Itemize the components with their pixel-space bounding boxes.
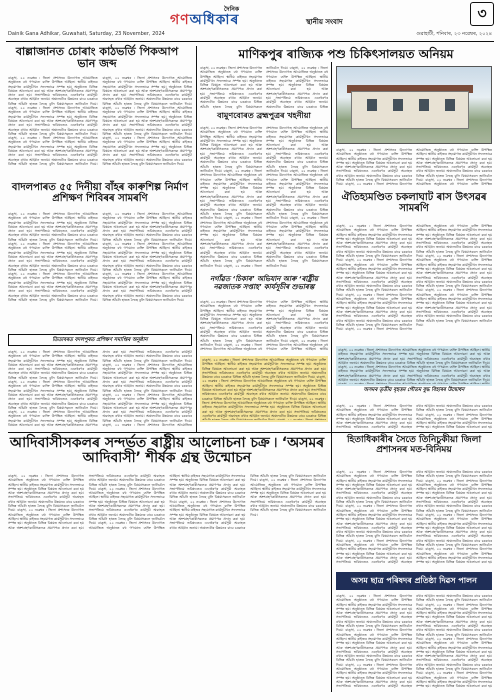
masthead-kicker: দৈনিক <box>224 6 240 13</box>
page-number: ৩ <box>470 2 494 26</box>
story-headline: বামুণবোৰত ব্ৰহ্মপুত্ৰৰ খহনীয়া <box>217 111 311 120</box>
story-body: বাক্‌সা, ২২ নৱেম্বৰ ৷ জিলা প্ৰশাসনৰ উদ্যোগত আয়োজিত অনুষ্ঠানত বহু গণ্যমান্য ব্যক্তি উপস্থিত আছিল। স্থানীয় ৰাইজৰ সহযোগত কাৰ্যসূচীখন সফলভাৱে সম্পন্ন হয়। অনুষ্ঠানত বিভিন্ন বিষয়ত আলোচনা কৰা হয় আৰু অংশগ্ৰহণকাৰীসকলক প্ৰমাণপত্ৰ প্ৰদান কৰা হয়। সভাপতিয়ে ভবিষ্যতেও এনেধৰণৰ কাৰ্যসূচী অব্যাহত ৰখাৰ আহ্বান জনায়। অঞ্চলটোৰ উন্নয়নৰ বাবে চৰকাৰে বিভিন্ন আঁচনি হাতত লৈছে বুলি বিষয়াসকলে জানিবলৈ দিয়ে। বাক্‌সা, ২২ নৱেম্বৰ ৷ জিলা প্ৰশাসনৰ উদ্যোগত আয়োজিত অনুষ্ঠানত বহু গণ্যমান্য ব্যক্তি উপস্থিত আছিল। স্থানীয় ৰাইজৰ সহযোগত কাৰ্যসূচীখন সফলভাৱে সম্পন্ন হয়। অনুষ্ঠানত বিভিন্ন বিষয়ত আলোচনা কৰা হয় আৰু অংশগ্ৰহণকাৰীসকলক প্ৰমাণপত্ৰ প্ৰদান কৰা হয়। সভাপতিয়ে ভবিষ্যতেও এনেধৰণৰ কাৰ্যসূচী অব্যাহত ৰখাৰ আহ্বান জনায়। অঞ্চলটোৰ উন্নয়নৰ বাবে চৰকাৰে বিভিন্ন আঁচনি হাতত লৈছে বুলি বিষয়াসকলে জানিবলৈ দিয়ে। বাক্‌সা, ২২ নৱেম্বৰ ৷ জিলা প্ৰশাসনৰ উদ্যোগত আয়োজিত অনুষ্ঠানত বহু গণ্যমান্য ব্যক্তি উপস্থিত আছিল। স্থানীয় ৰাইজৰ সহযোগত কাৰ্যসূচীখন সফলভাৱে সম্পন্ন হয়। অনুষ্ঠানত বিভিন্ন বিষয়ত আলোচনা কৰা হয় আৰু অংশগ্ৰহণকাৰীসকলক প্ৰমাণপত্ৰ প্ৰদান কৰা হয়। সভাপতিয়ে ভবিষ্যতেও এনেধৰণৰ কাৰ্যসূচী অব্যাহত ৰখাৰ আহ্বান জনায়। অঞ্চলটোৰ উন্নয়নৰ বাবে চৰকাৰে বিভিন্ন <box>202 358 326 418</box>
story-body: বাক্‌সা, ২২ নৱেম্বৰ ৷ জিলা প্ৰশাসনৰ উদ্যোগত আয়োজিত অনুষ্ঠানত বহু গণ্যমান্য ব্যক্তি উপস্থিত আছিল। স্থানীয় ৰাইজৰ সহযোগত কাৰ্যসূচীখন সফলভাৱে সম্পন্ন হয়। অনুষ্ঠানত বিভিন্ন বিষয়ত আলোচনা কৰা হয় আৰু অংশগ্ৰহণকাৰীসকলক প্ৰমাণপত্ৰ প্ৰদান কৰা হয়। সভাপতিয়ে ভবিষ্যতেও এনেধৰণৰ কাৰ্যসূচী অব্যাহত ৰখাৰ আহ্বান জনায়। অঞ্চলটোৰ উন্নয়নৰ বাবে চৰকাৰে বিভিন্ন আঁচনি হাতত লৈছে বুলি বিষয়াসকলে জানিবলৈ দিয়ে। বাক্‌সা, ২২ নৱেম্বৰ ৷ জিলা প্ৰশাসনৰ উদ্যোগত আয়োজিত অনুষ্ঠানত বহু গণ্যমান্য ব্যক্তি উপস্থিত আছিল। স্থানীয় ৰাইজৰ সহযোগত কাৰ্যসূচীখন সফলভাৱে সম্পন্ন হয়। অনুষ্ঠানত বিভিন্ন বিষয়ত আলোচনা কৰা হয় <box>336 404 492 430</box>
news-photo <box>336 66 492 144</box>
section-divider <box>8 432 492 433</box>
story-headline: অসমৰ তৃতীয় বৃহত্তম গৌতম বুদ্ধ বিহাৰৰ উদ্বোধন <box>363 387 465 393</box>
story-headline: আদিবাসীসকলৰ সন্দৰ্ভত ৰাষ্ট্ৰীয় আলোচনা চক্ৰ ৷ ‘অসমৰ আদিবাসী’ শীৰ্ষক গ্ৰন্থ উন্মোচন <box>9 435 325 467</box>
story-body: বাক্‌সা, ২২ নৱেম্বৰ ৷ জিলা প্ৰশাসনৰ উদ্যোগত আয়োজিত অনুষ্ঠানত বহু গণ্যমান্য ব্যক্তি উপস্থিত আছিল। স্থানীয় ৰাইজৰ সহযোগত কাৰ্যসূচীখন সফলভাৱে সম্পন্ন হয়। অনুষ্ঠানত বিভিন্ন বিষয়ত আলোচনা কৰা হয় আৰু অংশগ্ৰহণকাৰীসকলক প্ৰমাণপত্ৰ প্ৰদান কৰা হয়। সভাপতিয়ে ভবিষ্যতেও এনেধৰণৰ কাৰ্যসূচী অব্যাহত ৰখাৰ আহ্বান জনায়। অঞ্চলটোৰ উন্নয়নৰ বাবে চৰকাৰে বিভিন্ন আঁচনি হাতত লৈছে বুলি বিষয়াসকলে জানিবলৈ দিয়ে। বাক্‌সা, ২২ নৱেম্বৰ ৷ জিলা প্ৰশাসনৰ উদ্যোগত আয়োজিত অনুষ্ঠানত বহু গণ্যমান্য ব্যক্তি উপস্থিত আছিল। স্থানীয় ৰাইজৰ সহযোগত কাৰ্যসূচীখন সফলভাৱে সম্পন্ন হয়। অনুষ্ঠানত বিভিন্ন বিষয়ত আলোচনা কৰা হয় আৰু অংশগ্ৰহণকাৰীসকলক প্ৰমাণপত্ৰ প্ৰদান কৰা হয়। সভাপতিয়ে ভবিষ্যতেও এনেধৰণৰ কাৰ্যসূচী অব্যাহত ৰখাৰ আহ্বান জনায়। অঞ্চলটোৰ উন্নয়নৰ বাবে চৰকাৰে বিভিন্ন আঁচনি হাতত লৈছে বুলি বিষয়াসকলে জানিবলৈ দিয়ে। বাক্‌সা, ২২ নৱেম্বৰ ৷ জিলা প্ৰশাসনৰ উদ্যোগত আয়োজিত অনুষ্ঠানত বহু গণ্যমান্য ব্যক্তি উপস্থিত আছিল। স্থানীয় ৰাইজৰ সহযোগত কাৰ্যসূচীখন সফলভাৱে সম্পন্ন হয়। অনুষ্ঠানত বিভিন্ন বিষয়ত আলোচনা কৰা হয় আৰু অংশগ্ৰহণকাৰীসকলক প্ৰমাণপত্ৰ প্ৰদান কৰা হয়। সভাপতিয়ে ভবিষ্যতেও এনেধৰণৰ কাৰ্যসূচী অব্যাহত ৰখাৰ আহ্বান জনায়। অঞ্চলটোৰ উন্নয়নৰ বাবে চৰকাৰে বিভিন্ন আঁচনি হাতত লৈছে বুলি বিষয়াসকলে জানিবলৈ দিয়ে। বাক্‌সা, ২২ নৱেম্বৰ ৷ জিলা প্ৰশাসনৰ উদ্যোগত আয়োজিত অনুষ্ঠানত বহু গণ্যমান্য ব্যক্তি উপস্থিত আছিল। স্থানীয় ৰাইজৰ সহযোগত কাৰ্যসূচীখন সফলভাৱে সম্পন্ন হয়। অনুষ্ঠানত বিভিন্ন বিষয়ত আলোচনা কৰা হয় আৰু অংশগ্ৰহণকাৰীসকলক প্ৰমাণপত্ৰ প্ৰদান কৰা হয়। সভাপতিয়ে ভবিষ্যতেও এনেধৰণৰ কাৰ্যসূচী অব্যাহত ৰখাৰ আহ্বান জনায়। অঞ্চলটোৰ উন্নয়নৰ বাবে চৰকাৰে বিভিন্ন আঁচনি হাতত লৈছে বুলি বিষয়াসকলে জানিবলৈ দিয়ে। বাক্‌সা, ২২ নৱেম্বৰ ৷ জিলা প্ৰশাসনৰ উদ্যোগত আয়োজিত অনুষ্ঠানত বহু গণ্যমান্য ব্যক্তি উপস্থিত আছিল। স্থানীয় ৰাইজৰ সহযোগত কাৰ্যসূচীখন সফলভাৱে সম্পন্ন হয়। অনুষ্ঠানত বিভিন্ন বিষয়ত আলোচনা কৰা হয় আৰু অংশগ্ৰহণকাৰীসকলক প্ৰমাণপত্ৰ প্ৰদান কৰা হয়। সভাপতিয়ে ভবিষ্যতেও এনেধৰণৰ কাৰ্যসূচী অব্যাহত ৰখাৰ আহ্বান জনায়। অঞ্চলটোৰ উন্নয়নৰ বাবে চৰকাৰে বিভিন্ন আঁচনি হাতত লৈছে বুলি বিষয়াসকলে জানিবলৈ দিয়ে। বাক্‌সা, ২২ নৱেম্বৰ ৷ জিলা প্ৰশাসনৰ উদ্যোগত আয়োজিত অনুষ্ঠানত বহু গণ্যমান্য ব্যক্তি উপস্থিত আছিল। স্থানীয় ৰাইজৰ সহযোগত কাৰ্যসূচীখন সফলভাৱে সম্পন্ন হয়। অনুষ্ঠানত বিভিন্ন বিষয়ত আলোচনা কৰা হয় <box>336 470 492 565</box>
story-headline: মাণিকপুৰ ৰাজ্যিক পশু চিকিৎসালয়ত অনিয়ম <box>238 47 454 61</box>
newspaper-logo <box>170 8 300 26</box>
photo-window <box>367 99 377 111</box>
section-label: স্থানীয় সংবাদ <box>306 18 343 26</box>
banner-headline: অসম ছাত্ৰ পৰিষদৰ প্ৰতিষ্ঠা দিৱস পালন <box>336 572 492 590</box>
logo-part-1: গণ <box>170 12 190 28</box>
dateline-assamese: গুৱাহাটী, শনিবাৰ, ২৩ নৱেম্বৰ, ২০২৪ <box>416 31 492 37</box>
story-body: বাক্‌সা, ২২ নৱেম্বৰ ৷ জিলা প্ৰশাসনৰ উদ্যোগত আয়োজিত অনুষ্ঠানত বহু গণ্যমান্য ব্যক্তি উপস্থিত আছিল। স্থানীয় ৰাইজৰ সহযোগত কাৰ্যসূচীখন সফলভাৱে সম্পন্ন হয়। অনুষ্ঠানত বিভিন্ন বিষয়ত আলোচনা কৰা হয় আৰু অংশগ্ৰহণকাৰীসকলক প্ৰমাণপত্ৰ প্ৰদান কৰা হয়। সভাপতিয়ে ভবিষ্যতেও এনেধৰণৰ কাৰ্যসূচী অব্যাহত ৰখাৰ আহ্বান জনায়। অঞ্চলটোৰ উন্নয়নৰ বাবে চৰকাৰে বিভিন্ন আঁচনি হাতত লৈছে বুলি বিষয়াসকলে জানিবলৈ দিয়ে। বাক্‌সা, ২২ নৱেম্বৰ ৷ জিলা প্ৰশাসনৰ উদ্যোগত আয়োজিত অনুষ্ঠানত বহু গণ্যমান্য ব্যক্তি উপস্থিত আছিল। স্থানীয় ৰাইজৰ সহযোগত কাৰ্যসূচীখন সফলভাৱে সম্পন্ন হয়। অনুষ্ঠানত বিভিন্ন বিষয়ত আলোচনা কৰা হয় আৰু অংশগ্ৰহণকাৰীসকলক প্ৰমাণপত্ৰ প্ৰদান কৰা হয়। সভাপতিয়ে ভবিষ্যতেও এনেধৰণৰ কাৰ্যসূচী অব্যাহত ৰখাৰ আহ্বান জনায়। অঞ্চলটোৰ উন্নয়নৰ বাবে চৰকাৰে বিভিন্ন আঁচনি হাতত লৈছে বুলি বিষয়াসকলে জানিবলৈ দিয়ে। বাক্‌সা, ২২ নৱেম্বৰ ৷ জিলা প্ৰশাসনৰ উদ্যোগত আয়োজিত অনুষ্ঠানত বহু গণ্যমান্য ব্যক্তি উপস্থিত আছিল। স্থানীয় ৰাইজৰ সহযোগত কাৰ্যসূচীখন সফলভাৱে সম্পন্ন হয়। অনুষ্ঠানত বিভিন্ন বিষয়ত আলোচনা কৰা হয় আৰু অংশগ্ৰহণকাৰীসকলক প্ৰমাণপত্ৰ প্ৰদান কৰা হয়। সভাপতিয়ে ভবিষ্যতেও এনেধৰণৰ কাৰ্যসূচী অব্যাহত ৰখাৰ আহ্বান জনায়। অঞ্চলটোৰ উন্নয়নৰ বাবে চৰকাৰে বিভিন্ন আঁচনি হাতত লৈছে বুলি বিষয়াসকলে জানিবলৈ দিয়ে। বাক্‌সা, ২২ নৱেম্বৰ ৷ জিলা প্ৰশাসনৰ উদ্যোগত আয়োজিত অনুষ্ঠানত বহু গণ্যমান্য ব্যক্তি উপস্থিত আছিল। স্থানীয় ৰাইজৰ সহযোগত কাৰ্যসূচীখন সফলভাৱে সম্পন্ন হয়। অনুষ্ঠানত বিভিন্ন বিষয়ত আলোচনা কৰা হয় আৰু অংশগ্ৰহণকাৰীসকলক প্ৰমাণপত্ৰ প্ৰদান কৰা হয়। সভাপতিয়ে ভবিষ্যতেও এনেধৰণৰ কাৰ্যসূচী অব্যাহত ৰখাৰ আহ্বান জনায়। অঞ্চলটোৰ উন্নয়নৰ বাবে চৰকাৰে বিভিন্ন আঁচনি হাতত লৈছে বুলি বিষয়াসকলে জানিবলৈ দিয়ে। বাক্‌সা, ২২ নৱেম্বৰ ৷ জিলা প্ৰশাসনৰ উদ্যোগত আয়োজিত অনুষ্ঠানত বহু গণ্যমান্য ব্যক্তি উপস্থিত আছিল। স্থানীয় ৰাইজৰ সহযোগত কাৰ্যসূচীখন সফলভাৱে সম্পন্ন হয়। অনুষ্ঠানত বিভিন্ন বিষয়ত আলোচনা কৰা হয় আৰু অংশগ্ৰহণকাৰীসকলক প্ৰমাণপত্ৰ প্ৰদান কৰা হয়। সভাপতিয়ে ভবিষ্যতেও এনেধৰণৰ কাৰ্যসূচী অব্যাহত ৰখাৰ আহ্বান জনায়। অঞ্চলটোৰ উন্নয়নৰ বাবে চৰকাৰে বিভিন্ন আঁচনি হাতত লৈছে বুলি বিষয়াসকলে জানিবলৈ দিয়ে। বাক্‌সা, ২২ নৱেম্বৰ ৷ জিলা প্ৰশাসনৰ উদ্যোগত আয়োজিত অনুষ্ঠানত বহু গণ্যমান্য ব্যক্তি উপস্থিত আছিল। স্থানীয় ৰাইজৰ সহযোগত কাৰ্যসূচীখন সফলভাৱে সম্পন্ন হয়। অনুষ্ঠানত বিভিন্ন বিষয়ত আলোচনা কৰা হয় <box>336 594 492 689</box>
highlight-box <box>336 346 492 386</box>
story-headline: নগাঁৱত ‘চিকাৰ’ অভিযান আৰু ‘ৰাষ্ট্ৰীয় নৱজাতক সপ্তাহ’ কাৰ্যসূচীৰ শুভাৰম্ভ <box>209 275 319 291</box>
story-body: বাক্‌সা, ২২ নৱেম্বৰ ৷ জিলা প্ৰশাসনৰ উদ্যোগত আয়োজিত অনুষ্ঠানত বহু গণ্যমান্য ব্যক্তি উপস্থিত আছিল। স্থানীয় ৰাইজৰ সহযোগত কাৰ্যসূচীখন সফলভাৱে সম্পন্ন হয়। অনুষ্ঠানত বিভিন্ন বিষয়ত আলোচনা কৰা হয় আৰু অংশগ্ৰহণকাৰীসকলক প্ৰমাণপত্ৰ প্ৰদান কৰা হয়। সভাপতিয়ে ভবিষ্যতেও এনেধৰণৰ কাৰ্যসূচী অব্যাহত ৰখাৰ আহ্বান জনায়। অঞ্চলটোৰ উন্নয়নৰ বাবে চৰকাৰে বিভিন্ন আঁচনি হাতত লৈছে বুলি বিষয়াসকলে জানিবলৈ দিয়ে। বাক্‌সা, ২২ নৱেম্বৰ ৷ জিলা প্ৰশাসনৰ উদ্যোগত আয়োজিত অনুষ্ঠানত বহু গণ্যমান্য ব্যক্তি উপস্থিত আছিল। স্থানীয় ৰাইজৰ সহযোগত কাৰ্যসূচীখন সফলভাৱে সম্পন্ন হয়। অনুষ্ঠানত বিভিন্ন বিষয়ত আলোচনা কৰা হয় আৰু অংশগ্ৰহণকাৰীসকলক প্ৰমাণপত্ৰ প্ৰদান কৰা হয়। সভাপতিয়ে ভবিষ্যতেও এনেধৰণৰ কাৰ্যসূচী অব্যাহত ৰখাৰ আহ্বান জনায়। অঞ্চলটোৰ উন্নয়নৰ বাবে চৰকাৰে বিভিন্ন আঁচনি হাতত লৈছে বুলি বিষয়াসকলে জানিবলৈ দিয়ে। বাক্‌সা, ২২ নৱেম্বৰ ৷ জিলা প্ৰশাসনৰ উদ্যোগত আয়োজিত অনুষ্ঠানত বহু গণ্যমান্য ব্যক্তি উপস্থিত আছিল। স্থানীয় ৰাইজৰ সহযোগত কাৰ্যসূচীখন সফলভাৱে সম্পন্ন হয়। অনুষ্ঠানত বিভিন্ন বিষয়ত আলোচনা কৰা হয় আৰু অংশগ্ৰহণকাৰীসকলক প্ৰমাণপত্ৰ প্ৰদান কৰা হয়। সভাপতিয়ে ভবিষ্যতেও এনেধৰণৰ কাৰ্যসূচী অব্যাহত ৰখাৰ আহ্বান জনায়। অঞ্চলটোৰ উন্নয়নৰ বাবে চৰকাৰে বিভিন্ন আঁচনি হাতত লৈছে বুলি বিষয়াসকলে জানিবলৈ দিয়ে। বাক্‌সা, ২২ নৱেম্বৰ ৷ জিলা প্ৰশাসনৰ উদ্যোগত আয়োজিত অনুষ্ঠানত বহু গণ্যমান্য ব্যক্তি উপস্থিত আছিল। স্থানীয় ৰাইজৰ সহযোগত কাৰ্যসূচীখন সফলভাৱে সম্পন্ন হয়। অনুষ্ঠানত বিভিন্ন বিষয়ত আলোচনা কৰা হয় আৰু অংশগ্ৰহণকাৰীসকলক প্ৰমাণপত্ৰ প্ৰদান কৰা হয়। সভাপতিয়ে ভবিষ্যতেও এনেধৰণৰ কাৰ্যসূচী অব্যাহত ৰখাৰ আহ্বান জনায়। অঞ্চলটোৰ উন্নয়নৰ বাবে চৰকাৰে বিভিন্ন আঁচনি হাতত লৈছে বুলি বিষয়াসকলে জানিবলৈ দিয়ে। বাক্‌সা, ২২ নৱেম্বৰ ৷ জিলা প্ৰশাসনৰ উদ্যোগত আয়োজিত অনুষ্ঠানত বহু গণ্যমান্য ব্যক্তি উপস্থিত আছিল। স্থানীয় ৰাইজৰ সহযোগত কাৰ্যসূচীখন সফলভাৱে সম্পন্ন হয়। অনুষ্ঠানত বিভিন্ন বিষয়ত আলোচনা কৰা হয় আৰু অংশগ্ৰহণকাৰীসকলক প্ৰমাণপত্ৰ প্ৰদান কৰা হয়। সভাপতিয়ে ভবিষ্যতেও এনেধৰণৰ কাৰ্যসূচী অব্যাহত ৰখাৰ আহ্বান জনায়। অঞ্চলটোৰ উন্নয়নৰ বাবে চৰকাৰে বিভিন্ন আঁচনি হাতত লৈছে বুলি বিষয়াসকলে জানিবলৈ দিয়ে। বাক্‌সা, ২২ নৱেম্বৰ ৷ জিলা প্ৰশাসনৰ উদ্যোগত আয়োজিত <box>8 350 192 428</box>
story-body: বাক্‌সা, ২২ নৱেম্বৰ ৷ জিলা প্ৰশাসনৰ উদ্যোগত আয়োজিত অনুষ্ঠানত বহু গণ্যমান্য ব্যক্তি উপস্থিত আছিল। স্থানীয় ৰাইজৰ সহযোগত কাৰ্যসূচীখন সফলভাৱে সম্পন্ন হয়। অনুষ্ঠানত বিভিন্ন বিষয়ত আলোচনা কৰা হয় আৰু অংশগ্ৰহণকাৰীসকলক প্ৰমাণপত্ৰ প্ৰদান কৰা হয়। সভাপতিয়ে ভবিষ্যতেও এনেধৰণৰ কাৰ্যসূচী অব্যাহত ৰখাৰ আহ্বান জনায়। অঞ্চলটোৰ উন্নয়নৰ বাবে চৰকাৰে বিভিন্ন আঁচনি হাতত লৈছে বুলি বিষয়াসকলে জানিবলৈ দিয়ে। বাক্‌সা, ২২ নৱেম্বৰ ৷ জিলা প্ৰশাসনৰ উদ্যোগত আয়োজিত অনুষ্ঠানত বহু গণ্যমান্য ব্যক্তি উপস্থিত আছিল। স্থানীয় ৰাইজৰ সহযোগত কাৰ্যসূচীখন সফলভাৱে সম্পন্ন হয়। অনুষ্ঠানত বিভিন্ন বিষয়ত আলোচনা কৰা হয় আৰু অংশগ্ৰহণকাৰীসকলক প্ৰমাণপত্ৰ প্ৰদান কৰা হয়। সভাপতিয়ে ভবিষ্যতেও এনেধৰণৰ কাৰ্যসূচী অব্যাহত ৰখাৰ আহ্বান জনায়। অঞ্চলটোৰ উন্নয়নৰ বাবে চৰকাৰে বিভিন্ন আঁচনি হাতত লৈছে বুলি বিষয়াসকলে জানিবলৈ দিয়ে। বাক্‌সা, ২২ নৱেম্বৰ ৷ জিলা প্ৰশাসনৰ উদ্যোগত আয়োজিত অনুষ্ঠানত বহু গণ্যমান্য ব্যক্তি উপস্থিত আছিল। স্থানীয় ৰাইজৰ সহযোগত কাৰ্যসূচীখন সফলভাৱে সম্পন্ন হয়। অনুষ্ঠানত বিভিন্ন বিষয়ত আলোচনা কৰা হয় আৰু অংশগ্ৰহণকাৰীসকলক প্ৰমাণপত্ৰ প্ৰদান কৰা হয়। সভাপতিয়ে ভবিষ্যতেও এনেধৰণৰ কাৰ্যসূচী অব্যাহত ৰখাৰ আহ্বান জনায়। অঞ্চলটোৰ উন্নয়নৰ বাবে চৰকাৰে বিভিন্ন আঁচনি হাতত লৈছে বুলি বিষয়াসকলে জানিবলৈ দিয়ে। বাক্‌সা, ২২ নৱেম্বৰ ৷ জিলা প্ৰশাসনৰ উদ্যোগত আয়োজিত অনুষ্ঠানত বহু গণ্যমান্য ব্যক্তি উপস্থিত আছিল। স্থানীয় ৰাইজৰ সহযোগত কাৰ্যসূচীখন সফলভাৱে সম্পন্ন হয়। অনুষ্ঠানত বিভিন্ন বিষয়ত আলোচনা কৰা হয় আৰু অংশগ্ৰহণকাৰীসকলক প্ৰমাণপত্ৰ প্ৰদান কৰা হয়। সভাপতিয়ে ভবিষ্যতেও এনেধৰণৰ কাৰ্যসূচী অব্যাহত ৰখাৰ আহ্বান জনায়। অঞ্চলটোৰ উন্নয়নৰ বাবে চৰকাৰে বিভিন্ন আঁচনি হাতত লৈছে বুলি বিষয়াসকলে জানিবলৈ দিয়ে। বাক্‌সা, ২২ নৱেম্বৰ ৷ জিলা প্ৰশাসনৰ উদ্যোগত আয়োজিত অনুষ্ঠানত বহু গণ্যমান্য ব্যক্তি উপস্থিত আছিল। স্থানীয় ৰাইজৰ সহযোগত কাৰ্যসূচীখন সফলভাৱে সম্পন্ন হয়। অনুষ্ঠানত বিভিন্ন বিষয়ত আলোচনা কৰা হয় আৰু অংশগ্ৰহণকাৰীসকলক প্ৰমাণপত্ৰ প্ৰদান কৰা হয়। সভাপতিয়ে ভবিষ্যতেও এনেধৰণৰ কাৰ্যসূচী অব্যাহত ৰখাৰ আহ্বান জনায়। অঞ্চলটোৰ উন্নয়নৰ বাবে চৰকাৰে বিভিন্ন আঁচনি হাতত লৈছে বুলি বিষয়াসকলে জানিবলৈ দিয়ে। বাক্‌সা, ২২ নৱেম্বৰ ৷ জিলা প্ৰশাসনৰ উদ্যোগত আয়োজিত অনুষ্ঠানত বহু গণ্যমান্য ব্যক্তি উপস্থিত আছিল। স্থানীয় ৰাইজৰ সহযোগত কাৰ্যসূচীখন সফলভাৱে সম্পন্ন হয়। অনুষ্ঠানত বিভিন্ন বিষয়ত আলোচনা কৰা হয় আৰু অংশগ্ৰহণকাৰীসকলক প্ৰমাণপত্ৰ প্ৰদান কৰা হয়। সভাপতিয়ে ভবিষ্যতেও এনেধৰণৰ কাৰ্যসূচী অব্যাহত ৰখাৰ আহ্বান জনায়। অঞ্চলটোৰ উন্নয়নৰ বাবে চৰকাৰে বিভিন্ন আঁচনি হাতত লৈছে বুলি বিষয়াসকলে জানিবলৈ দিয়ে। <box>8 76 192 166</box>
photo-window <box>393 99 403 111</box>
story-headline: ঐতিহ্যমণ্ডিত চকলাঘাট ৰাস উৎসৱৰ সামৰণি <box>341 192 487 214</box>
pull-quote: তিতাবৰত বদলপুৰত প্ৰশিক্ষণ সমাপ্তিৰ অনুষ্ঠান <box>8 334 192 346</box>
story-body: বাক্‌সা, ২২ নৱেম্বৰ ৷ জিলা প্ৰশাসনৰ উদ্যোগত আয়োজিত অনুষ্ঠানত বহু গণ্যমান্য ব্যক্তি উপস্থিত আছিল। স্থানীয় ৰাইজৰ সহযোগত কাৰ্যসূচীখন সফলভাৱে সম্পন্ন হয়। অনুষ্ঠানত বিভিন্ন বিষয়ত আলোচনা কৰা হয় আৰু অংশগ্ৰহণকাৰীসকলক প্ৰমাণপত্ৰ প্ৰদান কৰা হয়। সভাপতিয়ে ভবিষ্যতেও এনেধৰণৰ কাৰ্যসূচী অব্যাহত ৰখাৰ আহ্বান জনায়। অঞ্চলটোৰ উন্নয়নৰ বাবে চৰকাৰে বিভিন্ন আঁচনি হাতত লৈছে বুলি বিষয়াসকলে জানিবলৈ দিয়ে। বাক্‌সা, ২২ নৱেম্বৰ ৷ জিলা প্ৰশাসনৰ উদ্যোগত আয়োজিত অনুষ্ঠানত বহু গণ্যমান্য ব্যক্তি উপস্থিত আছিল। স্থানীয় ৰাইজৰ সহযোগত কাৰ্যসূচীখন সফলভাৱে সম্পন্ন হয়। অনুষ্ঠানত বিভিন্ন বিষয়ত আলোচনা কৰা হয় আৰু অংশগ্ৰহণকাৰীসকলক প্ৰমাণপত্ৰ প্ৰদান কৰা হয়। সভাপতিয়ে ভবিষ্যতেও এনেধৰণৰ কাৰ্যসূচী অব্যাহত ৰখাৰ আহ্বান জনায়। অঞ্চলটোৰ উন্নয়নৰ বাবে চৰকাৰে বিভিন্ন আঁচনি হাতত লৈছে বুলি বিষয়াসকলে জানিবলৈ দিয়ে। বাক্‌সা, ২২ নৱেম্বৰ ৷ জিলা প্ৰশাসনৰ উদ্যোগত আয়োজিত অনুষ্ঠানত বহু গণ্যমান্য ব্যক্তি উপস্থিত আছিল। স্থানীয় ৰাইজৰ সহযোগত কাৰ্যসূচীখন সফলভাৱে সম্পন্ন হয়। অনুষ্ঠানত বিভিন্ন বিষয়ত আলোচনা কৰা হয় আৰু অংশগ্ৰহণকাৰীসকলক প্ৰমাণপত্ৰ প্ৰদান কৰা হয়। সভাপতিয়ে ভবিষ্যতেও এনেধৰণৰ কাৰ্যসূচী অব্যাহত ৰখাৰ আহ্বান জনায়। অঞ্চলটোৰ উন্নয়নৰ বাবে চৰকাৰে বিভিন্ন আঁচনি হাতত লৈছে বুলি বিষয়াসকলে জানিবলৈ দিয়ে। বাক্‌সা, ২২ নৱেম্বৰ ৷ জিলা প্ৰশাসনৰ উদ্যোগত আয়োজিত অনুষ্ঠানত বহু গণ্যমান্য ব্যক্তি উপস্থিত আছিল। স্থানীয় ৰাইজৰ সহযোগত কাৰ্যসূচীখন সফলভাৱে সম্পন্ন হয়। অনুষ্ঠানত বিভিন্ন বিষয়ত আলোচনা কৰা হয় আৰু অংশগ্ৰহণকাৰীসকলক প্ৰমাণপত্ৰ প্ৰদান কৰা হয়। সভাপতিয়ে ভবিষ্যতেও এনেধৰণৰ কাৰ্যসূচী অব্যাহত ৰখাৰ আহ্বান জনায়। অঞ্চলটোৰ উন্নয়নৰ বাবে চৰকাৰে বিভিন্ন আঁচনি হাতত লৈছে বুলি বিষয়াসকলে জানিবলৈ দিয়ে। বাক্‌সা, ২২ নৱেম্বৰ ৷ জিলা প্ৰশাসনৰ উদ্যোগত আয়োজিত অনুষ্ঠানত বহু গণ্যমান্য ব্যক্তি উপস্থিত আছিল। স্থানীয় ৰাইজৰ সহযোগত কাৰ্যসূচীখন সফলভাৱে সম্পন্ন হয়। অনুষ্ঠানত বিভিন্ন বিষয়ত আলোচনা কৰা হয় আৰু অংশগ্ৰহণকাৰীসকলক প্ৰমাণপত্ৰ প্ৰদান কৰা হয়। সভাপতিয়ে ভবিষ্যতেও এনেধৰণৰ কাৰ্যসূচী অব্যাহত ৰখাৰ আহ্বান জনায়। অঞ্চলটোৰ উন্নয়নৰ বাবে চৰকাৰে বিভিন্ন আঁচনি হাতত লৈছে বুলি বিষয়াসকলে জানিবলৈ দিয়ে। বাক্‌সা, ২২ নৱেম্বৰ ৷ জিলা প্ৰশাসনৰ উদ্যোগত আয়োজিত অনুষ্ঠানত বহু গণ্যমান্য ব্যক্তি উপস্থিত আছিল। স্থানীয় ৰাইজৰ সহযোগত কাৰ্যসূচীখন সফলভাৱে সম্পন্ন হয়। অনুষ্ঠানত বিভিন্ন বিষয়ত আলোচনা কৰা হয় আৰু অংশগ্ৰহণকাৰীসকলক প্ৰমাণপত্ৰ প্ৰদান কৰা হয়। সভাপতিয়ে ভবিষ্যতেও এনেধৰণৰ কাৰ্যসূচী অব্যাহত ৰখাৰ আহ্বান জনায়। অঞ্চলটোৰ উন্নয়নৰ বাবে চৰকাৰে বিভিন্ন আঁচনি হাতত লৈছে বুলি বিষয়াসকলে জানিবলৈ দিয়ে। <box>8 474 326 530</box>
story-body: বাক্‌সা, ২২ নৱেম্বৰ ৷ জিলা প্ৰশাসনৰ উদ্যোগত আয়োজিত অনুষ্ঠানত বহু গণ্যমান্য ব্যক্তি উপস্থিত আছিল। স্থানীয় ৰাইজৰ সহযোগত কাৰ্যসূচীখন সফলভাৱে সম্পন্ন হয়। অনুষ্ঠানত বিভিন্ন বিষয়ত আলোচনা কৰা হয় আৰু অংশগ্ৰহণকাৰীসকলক প্ৰমাণপত্ৰ প্ৰদান কৰা হয়। সভাপতিয়ে ভবিষ্যতেও এনেধৰণৰ কাৰ্যসূচী অব্যাহত ৰখাৰ আহ্বান জনায়। অঞ্চলটোৰ উন্নয়নৰ বাবে চৰকাৰে বিভিন্ন আঁচনি হাতত লৈছে বুলি বিষয়াসকলে জানিবলৈ দিয়ে। বাক্‌সা, ২২ নৱেম্বৰ ৷ জিলা প্ৰশাসনৰ উদ্যোগত আয়োজিত অনুষ্ঠানত বহু গণ্যমান্য ব্যক্তি উপস্থিত আছিল। স্থানীয় ৰাইজৰ সহযোগত কাৰ্যসূচীখন সফলভাৱে সম্পন্ন হয়। অনুষ্ঠানত বিভিন্ন বিষয়ত আলোচনা কৰা হয় আৰু অংশগ্ৰহণকাৰীসকলক প্ৰমাণপত্ৰ প্ৰদান কৰা হয়। সভাপতিয়ে ভবিষ্যতেও এনেধৰণৰ কাৰ্যসূচী অব্যাহত ৰখাৰ আহ্বান জনায়। অঞ্চলটোৰ উন্নয়নৰ বাবে চৰকাৰে বিভিন্ন আঁচনি হাতত লৈছে বুলি বিষয়াসকলে জানিবলৈ দিয়ে। বাক্‌সা, ২২ নৱেম্বৰ ৷ জিলা প্ৰশাসনৰ উদ্যোগত আয়োজিত অনুষ্ঠানত বহু গণ্যমান্য ব্যক্তি উপস্থিত আছিল। স্থানীয় ৰাইজৰ সহযোগত কাৰ্যসূচীখন সফলভাৱে সম্পন্ন হয়। অনুষ্ঠানত বিভিন্ন বিষয়ত আলোচনা কৰা হয় আৰু অংশগ্ৰহণকাৰীসকলক প্ৰমাণপত্ৰ প্ৰদান কৰা হয়। সভাপতিয়ে ভবিষ্যতেও এনেধৰণৰ কাৰ্যসূচী অব্যাহত ৰখাৰ আহ্বান জনায়। অঞ্চলটোৰ উন্নয়নৰ বাবে চৰকাৰে বিভিন্ন আঁচনি হাতত লৈছে বুলি বিষয়াসকলে জানিবলৈ দিয়ে। বাক্‌সা, ২২ নৱেম্বৰ ৷ জিলা প্ৰশাসনৰ উদ্যোগত আয়োজিত অনুষ্ঠানত বহু গণ্যমান্য ব্যক্তি উপস্থিত আছিল। স্থানীয় ৰাইজৰ সহযোগত কাৰ্যসূচীখন সফলভাৱে সম্পন্ন হয়। অনুষ্ঠানত বিভিন্ন বিষয়ত আলোচনা কৰা হয় আৰু অংশগ্ৰহণকাৰীসকলক প্ৰমাণপত্ৰ প্ৰদান কৰা হয়। সভাপতিয়ে ভবিষ্যতেও এনেধৰণৰ কাৰ্যসূচী অব্যাহত ৰখাৰ আহ্বান জনায়। অঞ্চলটোৰ উন্নয়নৰ বাবে চৰকাৰে বিভিন্ন আঁচনি হাতত লৈছে বুলি বিষয়াসকলে জানিবলৈ দিয়ে। বাক্‌সা, ২২ নৱেম্বৰ ৷ জিলা প্ৰশাসনৰ উদ্যোগত আয়োজিত অনুষ্ঠানত বহু গণ্যমান্য ব্যক্তি উপস্থিত আছিল। স্থানীয় ৰাইজৰ সহযোগত কাৰ্যসূচীখন সফলভাৱে সম্পন্ন হয়। অনুষ্ঠানত বিভিন্ন বিষয়ত আলোচনা কৰা হয় আৰু অংশগ্ৰহণকাৰীসকলক প্ৰমাণপত্ৰ প্ৰদান কৰা হয়। সভাপতিয়ে ভবিষ্যতেও এনেধৰণৰ কাৰ্যসূচী অব্যাহত ৰখাৰ আহ্বান জনায়। অঞ্চলটোৰ উন্নয়নৰ বাবে চৰকাৰে বিভিন্ন আঁচনি হাতত লৈছে বুলি বিষয়াসকলে জানিবলৈ দিয়ে। বাক্‌সা, ২২ নৱেম্বৰ ৷ জিলা প্ৰশাসনৰ উদ্যোগত আয়োজিত অনুষ্ঠানত বহু গণ্যমান্য ব্যক্তি উপস্থিত আছিল। স্থানীয় ৰাইজৰ সহযোগত কাৰ্যসূচীখন সফলভাৱে সম্পন্ন হয়। অনুষ্ঠানত বিভিন্ন বিষয়ত আলোচনা কৰা হয় আৰু অংশগ্ৰহণকাৰীসকলক প্ৰমাণপত্ৰ প্ৰদান কৰা হয়। সভাপতিয়ে ভবিষ্যতেও এনেধৰণৰ কাৰ্যসূচী অব্যাহত ৰখাৰ আহ্বান জনায়। অঞ্চলটোৰ উন্নয়নৰ বাবে চৰকাৰে বিভিন্ন আঁচনি হাতত লৈছে বুলি বিষয়াসকলে জানিবলৈ দিয়ে। <box>200 126 328 268</box>
story-headline: বাল্লাজানত চোৰাং কাঠভৰ্তি পিকআপ ভান জব্দ <box>15 45 179 71</box>
story-body: বাক্‌সা, ২২ নৱেম্বৰ ৷ জিলা প্ৰশাসনৰ উদ্যোগত আয়োজিত অনুষ্ঠানত বহু গণ্যমান্য ব্যক্তি উপস্থিত আছিল। স্থানীয় ৰাইজৰ সহযোগত কাৰ্যসূচীখন সফলভাৱে সম্পন্ন হয়। অনুষ্ঠানত বিভিন্ন বিষয়ত আলোচনা কৰা হয় আৰু অংশগ্ৰহণকাৰীসকলক প্ৰমাণপত্ৰ প্ৰদান কৰা হয়। সভাপতিয়ে ভবিষ্যতেও এনেধৰণৰ কাৰ্যসূচী অব্যাহত ৰখাৰ আহ্বান জনায়। অঞ্চলটোৰ উন্নয়নৰ বাবে চৰকাৰে বিভিন্ন আঁচনি হাতত লৈছে বুলি বিষয়াসকলে জানিবলৈ দিয়ে। বাক্‌সা, ২২ নৱেম্বৰ ৷ জিলা প্ৰশাসনৰ উদ্যোগত আয়োজিত অনুষ্ঠানত বহু গণ্যমান্য ব্যক্তি উপস্থিত আছিল। স্থানীয় ৰাইজৰ সহযোগত কাৰ্যসূচীখন সফলভাৱে সম্পন্ন হয়। অনুষ্ঠানত বিভিন্ন বিষয়ত আলোচনা কৰা হয় আৰু অংশগ্ৰহণকাৰীসকলক প্ৰমাণপত্ৰ প্ৰদান কৰা হয়। সভাপতিয়ে ভবিষ্যতেও এনেধৰণৰ কাৰ্যসূচী অব্যাহত ৰখাৰ আহ্বান জনায়। অঞ্চলটোৰ উন্নয়নৰ বাবে চৰকাৰে বিভিন্ন আঁচনি হাতত লৈছে বুলি বিষয়াসকলে জানিবলৈ দিয়ে। <box>338 348 490 383</box>
story-body: বাক্‌সা, ২২ নৱেম্বৰ ৷ জিলা প্ৰশাসনৰ উদ্যোগত আয়োজিত অনুষ্ঠানত বহু গণ্যমান্য ব্যক্তি উপস্থিত আছিল। স্থানীয় ৰাইজৰ সহযোগত কাৰ্যসূচীখন সফলভাৱে সম্পন্ন হয়। অনুষ্ঠানত বিভিন্ন বিষয়ত আলোচনা কৰা হয় আৰু অংশগ্ৰহণকাৰীসকলক প্ৰমাণপত্ৰ প্ৰদান কৰা হয়। সভাপতিয়ে ভবিষ্যতেও এনেধৰণৰ কাৰ্যসূচী অব্যাহত ৰখাৰ আহ্বান জনায়। অঞ্চলটোৰ উন্নয়নৰ বাবে চৰকাৰে বিভিন্ন আঁচনি হাতত লৈছে বুলি বিষয়াসকলে জানিবলৈ দিয়ে। বাক্‌সা, ২২ নৱেম্বৰ ৷ জিলা প্ৰশাসনৰ উদ্যোগত আয়োজিত অনুষ্ঠানত বহু গণ্যমান্য ব্যক্তি উপস্থিত আছিল। স্থানীয় ৰাইজৰ সহযোগত কাৰ্যসূচীখন সফলভাৱে সম্পন্ন হয়। অনুষ্ঠানত বিভিন্ন বিষয়ত আলোচনা কৰা হয় আৰু অংশগ্ৰহণকাৰীসকলক প্ৰমাণপত্ৰ প্ৰদান কৰা হয়। সভাপতিয়ে ভবিষ্যতেও এনেধৰণৰ কাৰ্যসূচী অব্যাহত ৰখাৰ আহ্বান জনায়। অঞ্চলটোৰ উন্নয়নৰ বাবে চৰকাৰে বিভিন্ন আঁচনি হাতত লৈছে বুলি বিষয়াসকলে জানিবলৈ দিয়ে। বাক্‌সা, ২২ নৱেম্বৰ ৷ জিলা প্ৰশাসনৰ উদ্যোগত আয়োজিত অনুষ্ঠানত বহু গণ্যমান্য ব্যক্তি উপস্থিত আছিল। স্থানীয় <box>200 300 328 352</box>
story-headline: হিতাধিকাৰীৰ সৈতে তিনিচুকীয়া জিলা প্ৰশাসনৰ মত-বিনিময় <box>346 435 482 455</box>
story-body: বাক্‌সা, ২২ নৱেম্বৰ ৷ জিলা প্ৰশাসনৰ উদ্যোগত আয়োজিত অনুষ্ঠানত বহু গণ্যমান্য ব্যক্তি উপস্থিত আছিল। স্থানীয় ৰাইজৰ সহযোগত কাৰ্যসূচীখন সফলভাৱে সম্পন্ন হয়। অনুষ্ঠানত বিভিন্ন বিষয়ত আলোচনা কৰা হয় আৰু অংশগ্ৰহণকাৰীসকলক প্ৰমাণপত্ৰ প্ৰদান কৰা হয়। সভাপতিয়ে ভবিষ্যতেও এনেধৰণৰ কাৰ্যসূচী অব্যাহত ৰখাৰ আহ্বান জনায়। অঞ্চলটোৰ উন্নয়নৰ বাবে চৰকাৰে বিভিন্ন আঁচনি হাতত লৈছে বুলি বিষয়াসকলে জানিবলৈ দিয়ে। বাক্‌সা, ২২ নৱেম্বৰ ৷ জিলা প্ৰশাসনৰ উদ্যোগত আয়োজিত অনুষ্ঠানত বহু গণ্যমান্য ব্যক্তি উপস্থিত আছিল। স্থানীয় ৰাইজৰ সহযোগত কাৰ্যসূচীখন সফলভাৱে সম্পন্ন হয়। অনুষ্ঠানত বিভিন্ন বিষয়ত আলোচনা কৰা হয় আৰু অংশগ্ৰহণকাৰীসকলক প্ৰমাণপত্ৰ প্ৰদান কৰা হয়। সভাপতিয়ে ভবিষ্যতেও এনেধৰণৰ কাৰ্যসূচী অব্যাহত ৰখাৰ আহ্বান জনায়। অঞ্চলটোৰ উন্নয়নৰ বাবে চৰকাৰে বিভিন্ন আঁচনি হাতত লৈছে বুলি বিষয়াসকলে জানিবলৈ দিয়ে। বাক্‌সা, ২২ নৱেম্বৰ ৷ জিলা প্ৰশাসনৰ উদ্যোগত আয়োজিত অনুষ্ঠানত বহু গণ্যমান্য ব্যক্তি উপস্থিত আছিল। স্থানীয় ৰাইজৰ সহযোগত কাৰ্যসূচীখন সফলভাৱে সম্পন্ন হয়। অনুষ্ঠানত বিভিন্ন বিষয়ত আলোচনা কৰা হয় আৰু অংশগ্ৰহণকাৰীসকলক প্ৰমাণপত্ৰ প্ৰদান কৰা হয়। সভাপতিয়ে ভবিষ্যতেও এনেধৰণৰ কাৰ্যসূচী অব্যাহত ৰখাৰ আহ্বান জনায়। অঞ্চলটোৰ উন্নয়নৰ বাবে চৰকাৰে বিভিন্ন আঁচনি হাতত লৈছে বুলি বিষয়াসকলে জানিবলৈ দিয়ে। বাক্‌সা, ২২ নৱেম্বৰ ৷ জিলা প্ৰশাসনৰ উদ্যোগত আয়োজিত অনুষ্ঠানত বহু গণ্যমান্য ব্যক্তি উপস্থিত আছিল। স্থানীয় ৰাইজৰ সহযোগত কাৰ্যসূচীখন সফলভাৱে সম্পন্ন হয়। অনুষ্ঠানত বিভিন্ন বিষয়ত আলোচনা কৰা হয় আৰু অংশগ্ৰহণকাৰীসকলক প্ৰমাণপত্ৰ প্ৰদান কৰা হয়। সভাপতিয়ে ভবিষ্যতেও এনেধৰণৰ কাৰ্যসূচী অব্যাহত ৰখাৰ আহ্বান জনায়। অঞ্চলটোৰ উন্নয়নৰ বাবে চৰকাৰে বিভিন্ন আঁচনি হাতত লৈছে বুলি বিষয়াসকলে জানিবলৈ দিয়ে। বাক্‌সা, ২২ নৱেম্বৰ ৷ জিলা প্ৰশাসনৰ উদ্যোগত আয়োজিত অনুষ্ঠানত বহু গণ্যমান্য ব্যক্তি উপস্থিত আছিল। স্থানীয় ৰাইজৰ সহযোগত কাৰ্যসূচীখন সফলভাৱে সম্পন্ন হয়। অনুষ্ঠানত বিভিন্ন বিষয়ত আলোচনা কৰা হয় আৰু অংশগ্ৰহণকাৰীসকলক প্ৰমাণপত্ৰ প্ৰদান কৰা হয়। সভাপতিয়ে ভবিষ্যতেও এনেধৰণৰ কাৰ্যসূচী অব্যাহত ৰখাৰ আহ্বান জনায়। অঞ্চলটোৰ উন্নয়নৰ বাবে চৰকাৰে বিভিন্ন আঁচনি হাতত লৈছে বুলি বিষয়াসকলে জানিবলৈ দিয়ে। বাক্‌সা, ২২ নৱেম্বৰ ৷ জিলা প্ৰশাসনৰ উদ্যোগত আয়োজিত অনুষ্ঠানত বহু গণ্যমান্য ব্যক্তি উপস্থিত আছিল। স্থানীয় ৰাইজৰ সহযোগত কাৰ্যসূচীখন সফলভাৱে সম্পন্ন হয়। অনুষ্ঠানত বিভিন্ন বিষয়ত আলোচনা কৰা হয় আৰু অংশগ্ৰহণকাৰীসকলক প্ৰমাণপত্ৰ প্ৰদান কৰা হয়। সভাপতিয়ে ভবিষ্যতেও এনেধৰণৰ কাৰ্যসূচী অব্যাহত ৰখাৰ আহ্বান জনায়। অঞ্চলটোৰ উন্নয়নৰ বাবে চৰকাৰে বিভিন্ন আঁচনি হাতত লৈছে বুলি বিষয়াসকলে জানিবলৈ দিয়ে। <box>8 212 192 302</box>
column-divider <box>196 46 197 432</box>
photo-window <box>445 99 455 111</box>
highlight-box <box>200 356 328 422</box>
story-body: বাক্‌সা, ২২ নৱেম্বৰ ৷ জিলা প্ৰশাসনৰ উদ্যোগত আয়োজিত অনুষ্ঠানত বহু গণ্যমান্য ব্যক্তি উপস্থিত আছিল। স্থানীয় ৰাইজৰ সহযোগত কাৰ্যসূচীখন সফলভাৱে সম্পন্ন হয়। অনুষ্ঠানত বিভিন্ন বিষয়ত আলোচনা কৰা হয় আৰু অংশগ্ৰহণকাৰীসকলক প্ৰমাণপত্ৰ প্ৰদান কৰা হয়। সভাপতিয়ে ভবিষ্যতেও এনেধৰণৰ কাৰ্যসূচী অব্যাহত ৰখাৰ আহ্বান জনায়। অঞ্চলটোৰ উন্নয়নৰ বাবে চৰকাৰে বিভিন্ন আঁচনি হাতত লৈছে বুলি বিষয়াসকলে জানিবলৈ দিয়ে। বাক্‌সা, ২২ নৱেম্বৰ ৷ জিলা প্ৰশাসনৰ উদ্যোগত আয়োজিত অনুষ্ঠানত বহু গণ্যমান্য ব্যক্তি উপস্থিত আছিল। স্থানীয় ৰাইজৰ সহযোগত কাৰ্যসূচীখন সফলভাৱে সম্পন্ন হয়। অনুষ্ঠানত বিভিন্ন বিষয়ত আলোচনা কৰা হয় আৰু অংশগ্ৰহণকাৰীসকলক প্ৰমাণপত্ৰ প্ৰদান কৰা হয়। সভাপতিয়ে ভবিষ্যতেও এনেধৰণৰ কাৰ্যসূচী অব্যাহত ৰখাৰ আহ্বান জনায়। অঞ্চলটোৰ উন্নয়নৰ বাবে চৰকাৰে বিভিন্ন <box>200 66 328 109</box>
dateline-english: Dainik Gana Adhikar, Guwahati, Saturday, 23 November, 2024 <box>8 31 165 37</box>
photo-window <box>419 99 429 111</box>
story-headline: বাদলপাৰত ৫৫ দিনীয়া বাঁহৰ কাৰুশিল্প নিৰ্মাণ প্ৰশিক্ষণ শিবিৰৰ সামৰণি <box>11 182 189 204</box>
story-body: বাক্‌সা, ২২ নৱেম্বৰ ৷ জিলা প্ৰশাসনৰ উদ্যোগত আয়োজিত অনুষ্ঠানত বহু গণ্যমান্য ব্যক্তি উপস্থিত আছিল। স্থানীয় ৰাইজৰ সহযোগত কাৰ্যসূচীখন সফলভাৱে সম্পন্ন হয়। অনুষ্ঠানত বিভিন্ন বিষয়ত আলোচনা কৰা হয় আৰু অংশগ্ৰহণকাৰীসকলক প্ৰমাণপত্ৰ প্ৰদান কৰা হয়। সভাপতিয়ে ভবিষ্যতেও এনেধৰণৰ কাৰ্যসূচী অব্যাহত ৰখাৰ আহ্বান জনায়। অঞ্চলটোৰ উন্নয়নৰ বাবে চৰকাৰে বিভিন্ন আঁচনি হাতত লৈছে বুলি বিষয়াসকলে জানিবলৈ দিয়ে। বাক্‌সা, ২২ নৱেম্বৰ ৷ জিলা প্ৰশাসনৰ উদ্যোগত আয়োজিত অনুষ্ঠানত বহু গণ্যমান্য ব্যক্তি উপস্থিত আছিল। স্থানীয় ৰাইজৰ সহযোগত কাৰ্যসূচীখন সফলভাৱে সম্পন্ন হয়। অনুষ্ঠানত বিভিন্ন বিষয়ত আলোচনা কৰা হয় আৰু অংশগ্ৰহণকাৰীসকলক প্ৰমাণপত্ৰ প্ৰদান কৰা হয়। সভাপতিয়ে ভবিষ্যতেও এনেধৰণৰ কাৰ্যসূচী অব্যাহত ৰখাৰ আহ্বান জনায়। অঞ্চলটোৰ উন্নয়নৰ বাবে চৰকাৰে বিভিন্ন আঁচনি হাতত লৈছে বুলি বিষয়াসকলে জানিবলৈ দিয়ে। বাক্‌সা, ২২ নৱেম্বৰ ৷ জিলা প্ৰশাসনৰ উদ্যোগত আয়োজিত অনুষ্ঠানত বহু গণ্যমান্য ব্যক্তি উপস্থিত আছিল। স্থানীয় ৰাইজৰ সহযোগত কাৰ্যসূচীখন সফলভাৱে সম্পন্ন হয়। অনুষ্ঠানত বিভিন্ন বিষয়ত আলোচনা কৰা হয় আৰু অংশগ্ৰহণকাৰীসকলক প্ৰমাণপত্ৰ প্ৰদান কৰা হয়। সভাপতিয়ে ভবিষ্যতেও এনেধৰণৰ কাৰ্যসূচী অব্যাহত ৰখাৰ আহ্বান জনায়। অঞ্চলটোৰ উন্নয়নৰ বাবে চৰকাৰে বিভিন্ন আঁচনি হাতত লৈছে বুলি বিষয়াসকলে জানিবলৈ দিয়ে। বাক্‌সা, ২২ নৱেম্বৰ ৷ জিলা প্ৰশাসনৰ উদ্যোগত আয়োজিত অনুষ্ঠানত বহু গণ্যমান্য ব্যক্তি উপস্থিত আছিল। স্থানীয় ৰাইজৰ সহযোগত কাৰ্যসূচীখন সফলভাৱে সম্পন্ন হয়। অনুষ্ঠানত বিভিন্ন বিষয়ত আলোচনা কৰা হয় আৰু অংশগ্ৰহণকাৰীসকলক প্ৰমাণপত্ৰ প্ৰদান কৰা হয়। সভাপতিয়ে ভবিষ্যতেও এনেধৰণৰ কাৰ্যসূচী অব্যাহত ৰখাৰ আহ্বান জনায়। অঞ্চলটোৰ উন্নয়নৰ বাবে চৰকাৰে বিভিন্ন আঁচনি হাতত লৈছে বুলি বিষয়াসকলে জানিবলৈ দিয়ে। বাক্‌সা, ২২ নৱেম্বৰ ৷ জিলা প্ৰশাসনৰ উদ্যোগত আয়োজিত অনুষ্ঠানত বহু গণ্যমান্য ব্যক্তি উপস্থিত আছিল। স্থানীয় ৰাইজৰ সহযোগত কাৰ্যসূচীখন সফলভাৱে সম্পন্ন হয়। অনুষ্ঠানত বিভিন্ন বিষয়ত আলোচনা কৰা হয় আৰু অংশগ্ৰহণকাৰীসকলক প্ৰমাণপত্ৰ প্ৰদান কৰা হয়। সভাপতিয়ে ভবিষ্যতেও এনেধৰণৰ কাৰ্যসূচী অব্যাহত ৰখাৰ আহ্বান জনায়। অঞ্চলটোৰ উন্নয়নৰ বাবে চৰকাৰে বিভিন্ন আঁচনি হাতত লৈছে বুলি বিষয়াসকলে জানিবলৈ দিয়ে। বাক্‌সা, ২২ নৱেম্বৰ ৷ জিলা প্ৰশাসনৰ উদ্যোগত আয়োজিত অনুষ্ঠানত বহু গণ্যমান্য ব্যক্তি উপস্থিত আছিল। স্থানীয় ৰাইজৰ সহযোগত কাৰ্যসূচীখন সফলভাৱে সম্পন্ন হয়। অনুষ্ঠানত বিভিন্ন বিষয়ত আলোচনা কৰা হয় আৰু অংশগ্ৰহণকাৰীসকলক প্ৰমাণপত্ৰ প্ৰদান কৰা হয়। সভাপতিয়ে ভবিষ্যতেও এনেধৰণৰ কাৰ্যসূচী অব্যাহত ৰখাৰ আহ্বান জনায়। অঞ্চলটোৰ উন্নয়নৰ বাবে চৰকাৰে বিভিন্ন আঁচনি হাতত লৈছে বুলি বিষয়াসকলে জানিবলৈ দিয়ে। <box>336 224 492 332</box>
logo-part-2: অধিকাৰ <box>189 12 240 28</box>
masthead <box>6 2 494 42</box>
story-body: বাক্‌সা, ২২ নৱেম্বৰ ৷ জিলা প্ৰশাসনৰ উদ্যোগত আয়োজিত অনুষ্ঠানত বহু গণ্যমান্য ব্যক্তি উপস্থিত আছিল। স্থানীয় ৰাইজৰ সহযোগত কাৰ্যসূচীখন সফলভাৱে সম্পন্ন হয়। অনুষ্ঠানত বিভিন্ন বিষয়ত আলোচনা কৰা হয় আৰু অংশগ্ৰহণকাৰীসকলক প্ৰমাণপত্ৰ প্ৰদান কৰা হয়। সভাপতিয়ে ভবিষ্যতেও এনেধৰণৰ কাৰ্যসূচী অব্যাহত ৰখাৰ আহ্বান জনায়। অঞ্চলটোৰ উন্নয়নৰ বাবে চৰকাৰে বিভিন্ন আঁচনি হাতত লৈছে বুলি বিষয়াসকলে জানিবলৈ দিয়ে। বাক্‌সা, ২২ নৱেম্বৰ ৷ জিলা প্ৰশাসনৰ উদ্যোগত আয়োজিত অনুষ্ঠানত বহু গণ্যমান্য ব্যক্তি উপস্থিত আছিল। স্থানীয় ৰাইজৰ সহযোগত কাৰ্যসূচীখন সফলভাৱে সম্পন্ন হয়। অনুষ্ঠানত বিভিন্ন বিষয়ত আলোচনা কৰা হয় আৰু অংশগ্ৰহণকাৰীসকলক প্ৰমাণপত্ৰ প্ৰদান কৰা হয়। সভাপতিয়ে ভবিষ্যতেও এনেধৰণৰ কাৰ্যসূচী অব্যাহত ৰখাৰ আহ্বান জনায়। অঞ্চলটোৰ উন্নয়নৰ বাবে চৰকাৰে বিভিন্ন আঁচনি হাতত লৈছে বুলি বিষয়াসকলে জানিবলৈ দিয়ে। বাক্‌সা, ২২ নৱেম্বৰ ৷ জিলা প্ৰশাসনৰ উদ্যোগত আয়োজিত অনুষ্ঠানত বহু গণ্যমান্য ব্যক্তি উপস্থিত <box>336 148 492 187</box>
column-divider <box>331 62 332 692</box>
